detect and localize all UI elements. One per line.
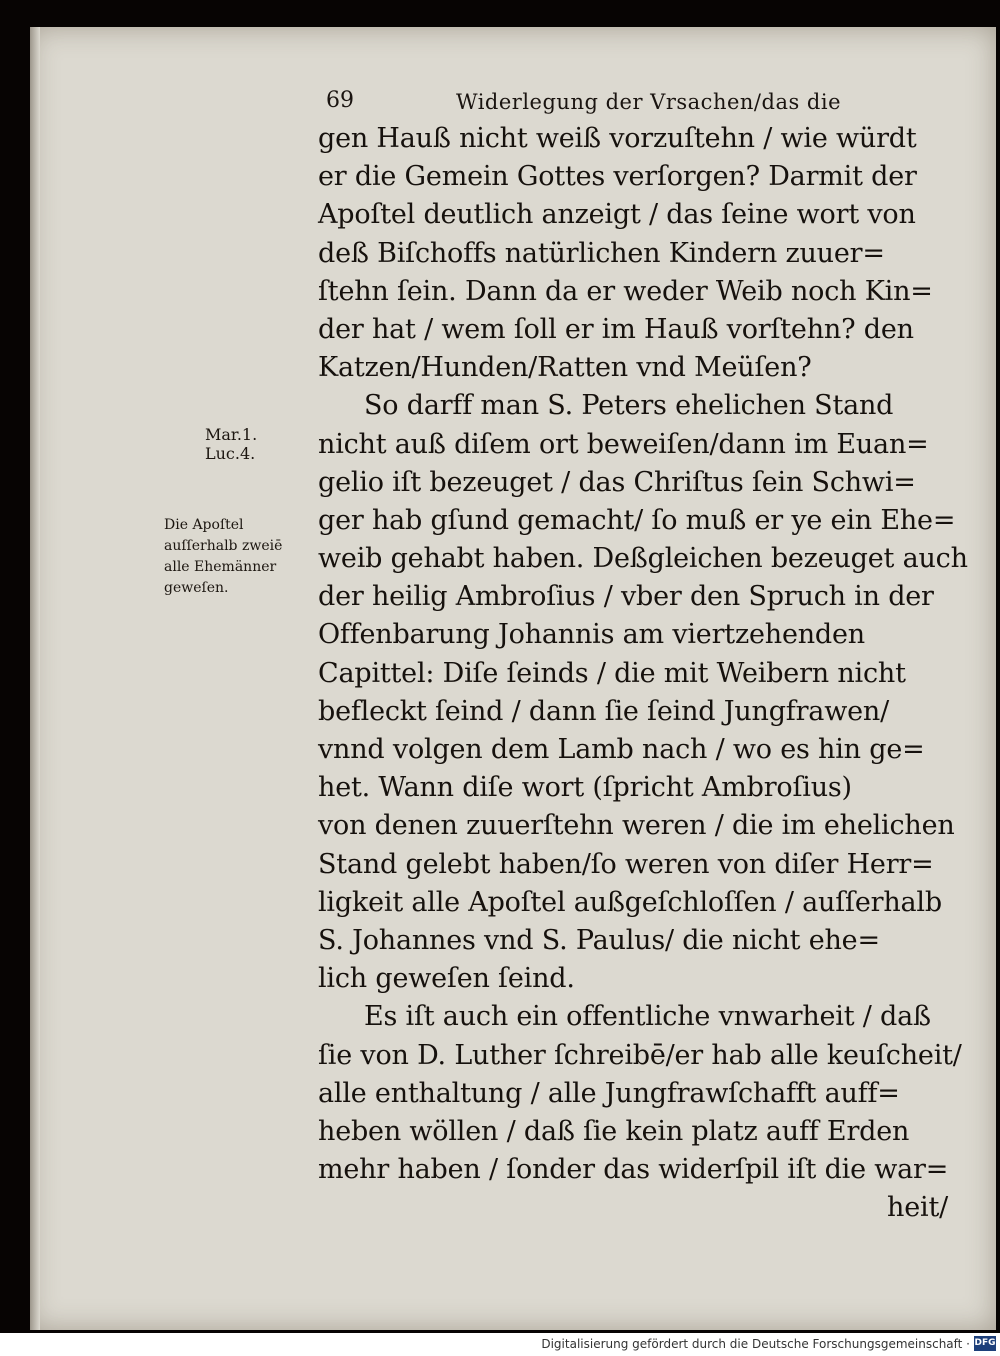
text-line: Stand gelebt haben/ſo weren von diſer Herr= bbox=[318, 848, 934, 880]
running-title: Widerlegung der Vrsachen/das die bbox=[456, 90, 841, 114]
text-line: alle enthaltung / alle Jungfrawſchafft auff= bbox=[318, 1077, 900, 1109]
margin-note-line: Luc.4. bbox=[205, 444, 256, 463]
page-number: 69 bbox=[326, 88, 354, 113]
text-line: gelio iſt bezeuget / das Chriſtus ſein Schwi= bbox=[318, 466, 916, 498]
text-line: der heilig Ambroſius / vber den Spruch in der bbox=[318, 581, 934, 613]
text-line: Offenbarung Johannis am viertzehenden bbox=[318, 619, 865, 651]
text-line: weib gehabt haben. Deßgleichen bezeuget auch bbox=[318, 543, 968, 575]
text-line: er die Gemein Gottes verſorgen? Darmit der bbox=[318, 161, 917, 193]
text-line: deß Biſchoffs natürlichen Kindern zuuer= bbox=[318, 237, 885, 269]
text-line: Apoſtel deutlich anzeigt / das ſeine wort von bbox=[318, 199, 916, 231]
page-gutter-shadow bbox=[30, 27, 40, 1330]
text-line: vnnd volgen dem Lamb nach / wo es hin ge= bbox=[318, 734, 925, 765]
text-line: Es iſt auch ein offentliche vnwarheit / daß bbox=[364, 1001, 931, 1033]
body-text bbox=[318, 120, 968, 1227]
catchword: heit/ bbox=[887, 1192, 948, 1224]
text-line: gen Hauß nicht weiß vorzuſtehn / wie würdt bbox=[318, 123, 917, 154]
margin-gloss bbox=[164, 515, 282, 599]
margin-note-line: Mar.1. bbox=[205, 425, 258, 444]
text-line: Katzen/Hunden/Ratten vnd Meüſen? bbox=[318, 352, 812, 384]
funding-credit: Digitalisierung gefördert durch die Deutsche Forschungsgemeinschaft · bbox=[541, 1337, 970, 1351]
text-line: Capittel: Diſe ſeinds / die mit Weibern nicht bbox=[318, 657, 906, 689]
text-line: ger hab gſund gemacht/ ſo muß er ye ein Ehe= bbox=[318, 504, 956, 536]
text-line: het. Wann diſe wort (ſpricht Ambroſius) bbox=[318, 772, 852, 804]
text-line: ſie von D. Luther ſchreibē/er hab alle keuſcheit/ bbox=[318, 1039, 962, 1071]
text-line: mehr haben / ſonder das widerſpil iſt die war= bbox=[318, 1154, 949, 1186]
margin-note-line: Die Apoſtel bbox=[164, 517, 244, 533]
text-line: heben wöllen / daß ſie kein platz auff Erden bbox=[318, 1115, 910, 1147]
margin-note-line: geweſen. bbox=[164, 580, 229, 596]
text-line: von denen zuuerſtehn weren / die im ehelichen bbox=[318, 810, 955, 842]
dfg-logo: DFG bbox=[974, 1336, 996, 1351]
text-line: befleckt ſeind / dann ſie ſeind Jungfrawen/ bbox=[318, 695, 889, 727]
text-line: So darff man S. Peters ehelichen Stand bbox=[364, 390, 894, 422]
text-line: lich geweſen ſeind. bbox=[318, 963, 575, 995]
margin-note-line: auſſerhalb zweiē bbox=[164, 538, 283, 554]
margin-note-line: alle Ehemänner bbox=[164, 559, 277, 575]
text-line: der hat / wem ſoll er im Hauß vorſtehn? den bbox=[318, 313, 914, 345]
text-line: S. Johannes vnd S. Paulus/ die nicht ehe= bbox=[318, 924, 880, 956]
footer-bar bbox=[0, 1333, 1000, 1356]
text-line: ſtehn ſein. Dann da er weder Weib noch Kin= bbox=[318, 275, 933, 307]
text-line: ligkeit alle Apoſtel außgeſchloſſen / auſſerhalb bbox=[318, 886, 942, 918]
text-line: nicht auß diſem ort beweiſen/dann im Euan= bbox=[318, 428, 929, 460]
margin-scripture-reference bbox=[205, 425, 257, 463]
